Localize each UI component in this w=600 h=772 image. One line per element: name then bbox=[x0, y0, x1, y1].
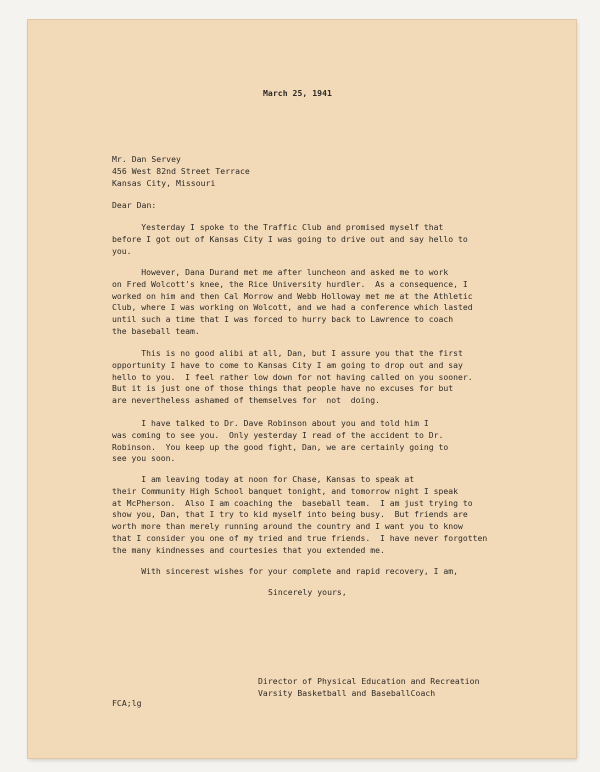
closing: Sincerely yours, bbox=[268, 587, 347, 597]
recipient-city: Kansas City, Missouri bbox=[112, 178, 216, 188]
text-line: see you soon. bbox=[112, 453, 176, 464]
paragraph-3 bbox=[112, 348, 473, 407]
text-line: before I got out of Kansas City I was going to drive out and say hello to bbox=[112, 233, 468, 244]
recipient-name: Mr. Dan Servey bbox=[112, 154, 181, 164]
salutation: Dear Dan: bbox=[112, 200, 157, 210]
text-line: was coming to see you. Only yesterday I read of the accident to Dr. bbox=[112, 429, 444, 440]
text-line: With sincerest wishes for your complete and rapid recovery, I am, bbox=[112, 566, 458, 576]
text-line: their Community High School banquet tonight, and tomorrow night I speak bbox=[112, 485, 458, 496]
text-line: worth more than merely running around the country and I want you to know bbox=[112, 521, 463, 532]
text-line: I have talked to Dr. Dave Robinson about you and told him I bbox=[112, 418, 429, 428]
text-line: This is no good alibi at all, Dan, but I assure you that the first bbox=[112, 348, 463, 358]
signature-title-line-1: Director of Physical Education and Recreation bbox=[258, 676, 480, 686]
recipient-street: 456 West 82nd Street Terrace bbox=[112, 166, 250, 176]
text-line: worked on him and then Cal Morrow and Webb Holloway met me at the Athletic bbox=[112, 290, 473, 301]
text-line: But it is just one of those things that people have no excuses for but bbox=[112, 383, 454, 394]
text-line: opportunity I have to come to Kansas City I am going to drop out and say bbox=[112, 359, 463, 370]
letter-date: March 25, 1941 bbox=[263, 88, 332, 98]
paragraph-5 bbox=[112, 474, 487, 557]
text-line: hello to you. I feel rather low down for not having called on you sooner. bbox=[112, 371, 473, 382]
text-line: on Fred Wolcott's knee, the Rice University hurdler. As a consequence, I bbox=[112, 278, 468, 289]
text-line: the baseball team. bbox=[112, 325, 200, 336]
reference-initials: FCA;lg bbox=[112, 698, 142, 708]
text-line: Robinson. You keep up the good fight, Dan, we are certainly going to bbox=[112, 441, 449, 452]
text-line: at McPherson. Also I am coaching the baseball team. I am just trying to bbox=[112, 497, 473, 508]
text-line: are nevertheless ashamed of themselves for not doing. bbox=[112, 395, 381, 406]
text-line: that I consider you one of my tried and true friends. I have never forgotten bbox=[112, 532, 488, 543]
paragraph-2 bbox=[112, 267, 473, 338]
paragraph-4 bbox=[112, 418, 448, 465]
text-line: the many kindnesses and courtesies that you extended me. bbox=[112, 544, 385, 555]
text-line: show you, Dan, that I try to kid myself into being busy. But friends are bbox=[112, 509, 468, 520]
text-line: I am leaving today at noon for Chase, Kansas to speak at bbox=[112, 474, 415, 484]
text-line: Yesterday I spoke to the Traffic Club and promised myself that bbox=[112, 222, 444, 232]
text-line: However, Dana Durand met me after luncheon and asked me to work bbox=[112, 267, 449, 277]
text-line: Club, where I was working on Wolcott, and we had a conference which lasted bbox=[112, 302, 473, 313]
text-line: until such a time that I was forced to hurry back to Lawrence to coach bbox=[112, 314, 454, 325]
paragraph-6 bbox=[112, 566, 458, 578]
paragraph-1 bbox=[112, 222, 468, 257]
signature-title-line-2: Varsity Basketball and BaseballCoach bbox=[258, 688, 436, 698]
text-line: you. bbox=[112, 245, 132, 256]
